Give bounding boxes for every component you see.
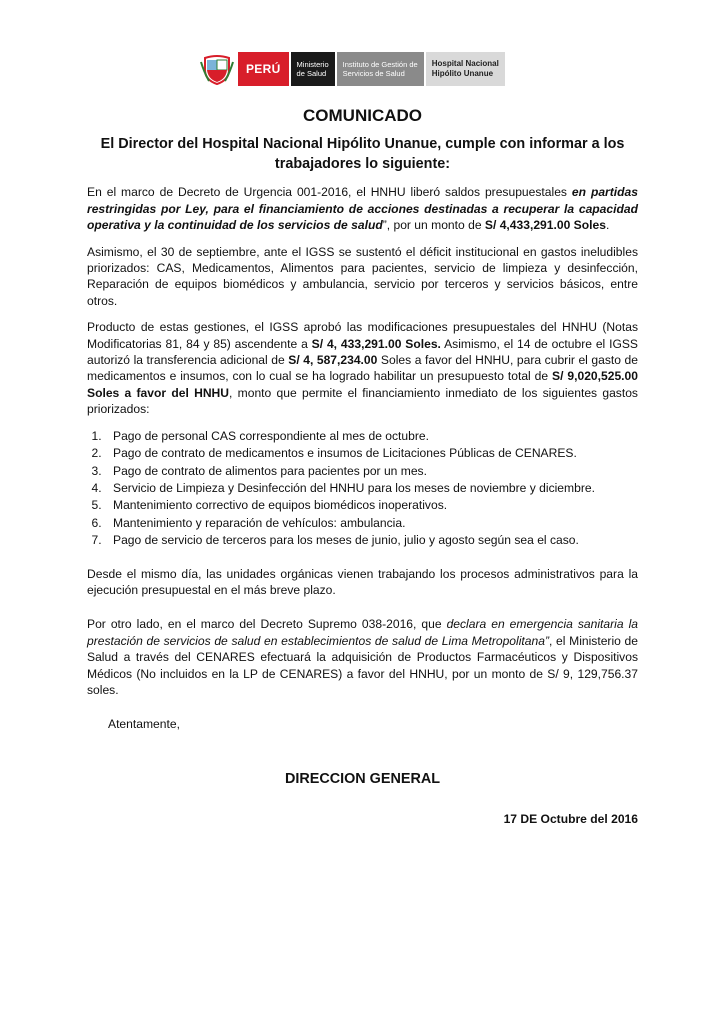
list-item: 5. Mantenimiento correctivo de equipos biomédicos inoperativos.: [105, 497, 638, 514]
list-item: 3. Pago de contrato de alimentos para pacientes por un mes.: [105, 463, 638, 480]
paragraph-5: Por otro lado, en el marco del Decreto Supremo 038-2016, que declara en emergencia sanitaria la prestación de servicios de salud en establecimientos de salud de Lima Metropolitana”, el Ministerio de Salud a través del CENARES efectuará la adquisición de Productos Farmacéuticos y Dispositivos Médicos (No incluidos en la LP de CENARES) a favor del HNHU, por un monto de S/ 9, 129,756.37 soles.: [87, 617, 638, 697]
list-item: 6. Mantenimiento y reparación de vehículos: ambulancia.: [105, 515, 638, 532]
hospital-label: Hospital Nacional Hipólito Unanue: [426, 52, 505, 86]
institute-label: Instituto de Gestión de Servicios de Salud: [337, 52, 424, 86]
list-item: 1. Pago de personal CAS correspondiente al mes de octubre.: [105, 428, 638, 445]
ministry-label: Ministerio de Salud: [291, 52, 335, 86]
document-date: 17 DE Octubre del 2016: [503, 812, 638, 827]
greeting: Atentamente,: [108, 717, 180, 732]
document-body: [87, 108, 638, 828]
peru-label: PERÚ: [238, 52, 289, 86]
paragraph-4: Desde el mismo día, las unidades orgánicas vienen trabajando los procesos administrativos para la ejecución presupuestal en el más breve plazo.: [87, 566, 638, 597]
list-item: 7. Pago de servicio de terceros para los meses de junio, julio y agosto según sea el caso.: [105, 532, 638, 549]
list-item: 4. Servicio de Limpieza y Desinfección del HNHU para los meses de noviembre y diciembre.: [105, 480, 638, 497]
paragraph-3: Producto de estas gestiones, el IGSS aprobó las modificaciones presupuestales del HNHU (Notas Modificatorias 81, 84 y 85) ascendente a S/ 4, 433,291.00 Soles. Asimismo, el 14 de octubre el IGSS autorizó la transferencia adicional de S/ 4, 587,234.00 Soles a favor del HNHU, para cubrir el gasto de medicamentos e insumos, con lo cual se ha logrado habilitar un presupuesto total de S/ 9,020,525.00 Soles a favor del HNHU, monto que permite el financiamiento inmediato de los siguientes gastos priorizados:: [87, 320, 638, 417]
paragraph-1: En el marco de Decreto de Urgencia 001-2016, el HNHU liberó saldos presupuestales en partidas restringidas por Ley, para el financiamiento de acciones destinadas a recuperar la capacidad operativa y la continuidad de los servicios de salud”, por un monto de S/ 4,433,291.00 Soles.: [87, 185, 638, 233]
signature: DIRECCION GENERAL: [284, 770, 441, 787]
peru-coat-of-arms-icon: [200, 52, 234, 86]
priority-expenses-list: [87, 428, 638, 550]
document-subtitle: El Director del Hospital Nacional Hipólito Unanue, cumple con informar a los trabajadores lo siguiente:: [100, 136, 625, 172]
letterhead: [200, 52, 505, 86]
document-title: COMUNICADO: [303, 106, 422, 125]
paragraph-2: Asimismo, el 30 de septiembre, ante el IGSS se sustentó el déficit institucional en gastos ineludibles priorizados: CAS, Medicamentos, Alimentos para pacientes, servicio de limpieza y desinfección, Reparación de equipos biomédicos y ambulancia, servicio por terceros y servicios básicos, entre otros.: [87, 244, 638, 308]
list-item: 2. Pago de contrato de medicamentos e insumos de Licitaciones Públicas de CENARES.: [105, 445, 638, 462]
